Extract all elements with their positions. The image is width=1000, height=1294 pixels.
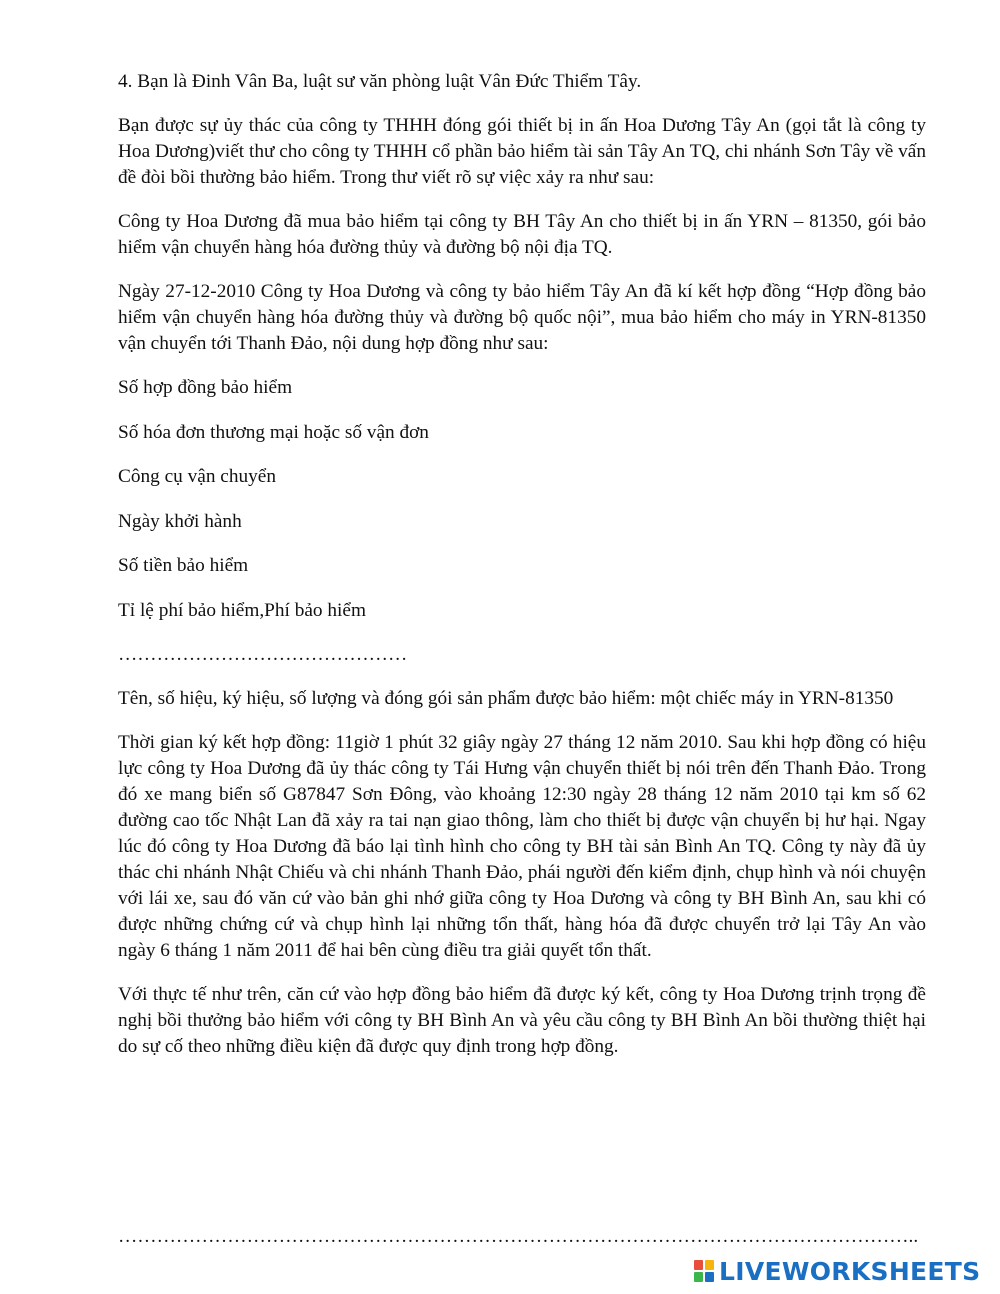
answer-line[interactable]: ……………………………………………………………………………………………………………..: [118, 1226, 919, 1247]
ellipsis-line: ………………………………………: [118, 644, 408, 665]
liveworksheets-logo: [693, 1256, 980, 1286]
liveworksheets-wordmark: LIVEWORKSHEETS: [719, 1256, 981, 1286]
contract-item: Tỉ lệ phí bảo hiểm,Phí bảo hiểm: [118, 599, 366, 621]
insurance-paragraph: Công ty Hoa Dương đã mua bảo hiểm tại công ty BH Tây An cho thiết bị in ấn YRN – 81350, gói bảo hiểm vận chuyển hàng hóa đường thủy và đường bộ nội địa TQ.: [118, 211, 926, 258]
document-body: [118, 69, 926, 1078]
question-heading: 4. Bạn là Đinh Vân Ba, luật sư văn phòng luật Vân Đức Thiểm Tây.: [118, 71, 642, 92]
contract-item: Số hóa đơn thương mại hoặc số vận đơn: [118, 421, 429, 443]
contract-items-list: [118, 375, 926, 624]
product-paragraph: Tên, số hiệu, ký hiệu, số lượng và đóng gói sản phẩm được bảo hiểm: một chiếc máy in YRN-81350: [118, 688, 894, 709]
intro-paragraph: Bạn được sự ủy thác của công ty THHH đóng gói thiết bị in ấn Hoa Dương Tây An (gọi tắt là công ty Hoa Dương)viết thư cho công ty THHH cổ phần bảo hiểm tài sản Tây An TQ, chi nhánh Sơn Tây về vấn đề đòi bồi thường bảo hiểm. Trong thư viết rõ sự việc xảy ra như sau:: [118, 115, 926, 188]
incident-paragraph: Thời gian ký kết hợp đồng: 11giờ 1 phút 32 giây ngày 27 tháng 12 năm 2010. Sau khi hợp đồng có hiệu lực công ty Hoa Dương đã ủy thác công ty Tái Hưng vận chuyển thiết bị nói trên đến Thanh Đảo. Trong đó xe mang biển số G87847 Sơn Đông, vào khoảng 12:30 ngày 28 tháng 12 năm 2010 tại km số 62 đường cao tốc Nhật Lan đã xảy ra tai nạn giao thông, làm cho thiết bị được vận chuyển bị hư hại. Ngay lúc đó công ty Hoa Dương đã báo lại tình hình cho công ty BH tài sản Bình An TQ. Công ty này đã ủy thác chi nhánh Nhật Chiếu và chi nhánh Thanh Đảo, phái người đến kiểm định, chụp hình và nói chuyện với lái xe, sau đó văn cứ vào bản ghi nhớ giữa công ty Hoa Dương và công ty BH Bình An, sau khi có được những chứng cứ và chụp hình lại những tổn thất, hàng hóa đã được chuyển trở lại Tây An vào ngày 6 tháng 1 năm 2011 để hai bên cùng điều tra giải quyết tổn thất.: [118, 732, 926, 961]
contract-item: Số hợp đồng bảo hiểm: [118, 377, 293, 398]
liveworksheets-icon: [693, 1258, 715, 1284]
request-paragraph: Với thực tế như trên, căn cứ vào hợp đồng bảo hiểm đã được ký kết, công ty Hoa Dương trịnh trọng đề nghị bồi thưởng bảo hiểm với công ty BH Bình An và yêu cầu công ty BH Bình An bồi thường thiệt hại do sự cố theo những điều kiện đã được quy định trong hợp đồng.: [118, 984, 926, 1057]
contract-item: Ngày khởi hành: [118, 510, 242, 532]
contract-item: Công cụ vận chuyển: [118, 466, 276, 487]
contract-item: Số tiền bảo hiểm: [118, 555, 249, 576]
contract-paragraph: Ngày 27-12-2010 Công ty Hoa Dương và công ty bảo hiểm Tây An đã kí kết hợp đồng “Hợp đồng bảo hiểm vận chuyển hàng hóa đường thủy và đường bộ quốc nội”, mua bảo hiểm cho máy in YRN-81350 vận chuyển tới Thanh Đảo, nội dung hợp đồng như sau:: [118, 281, 926, 354]
